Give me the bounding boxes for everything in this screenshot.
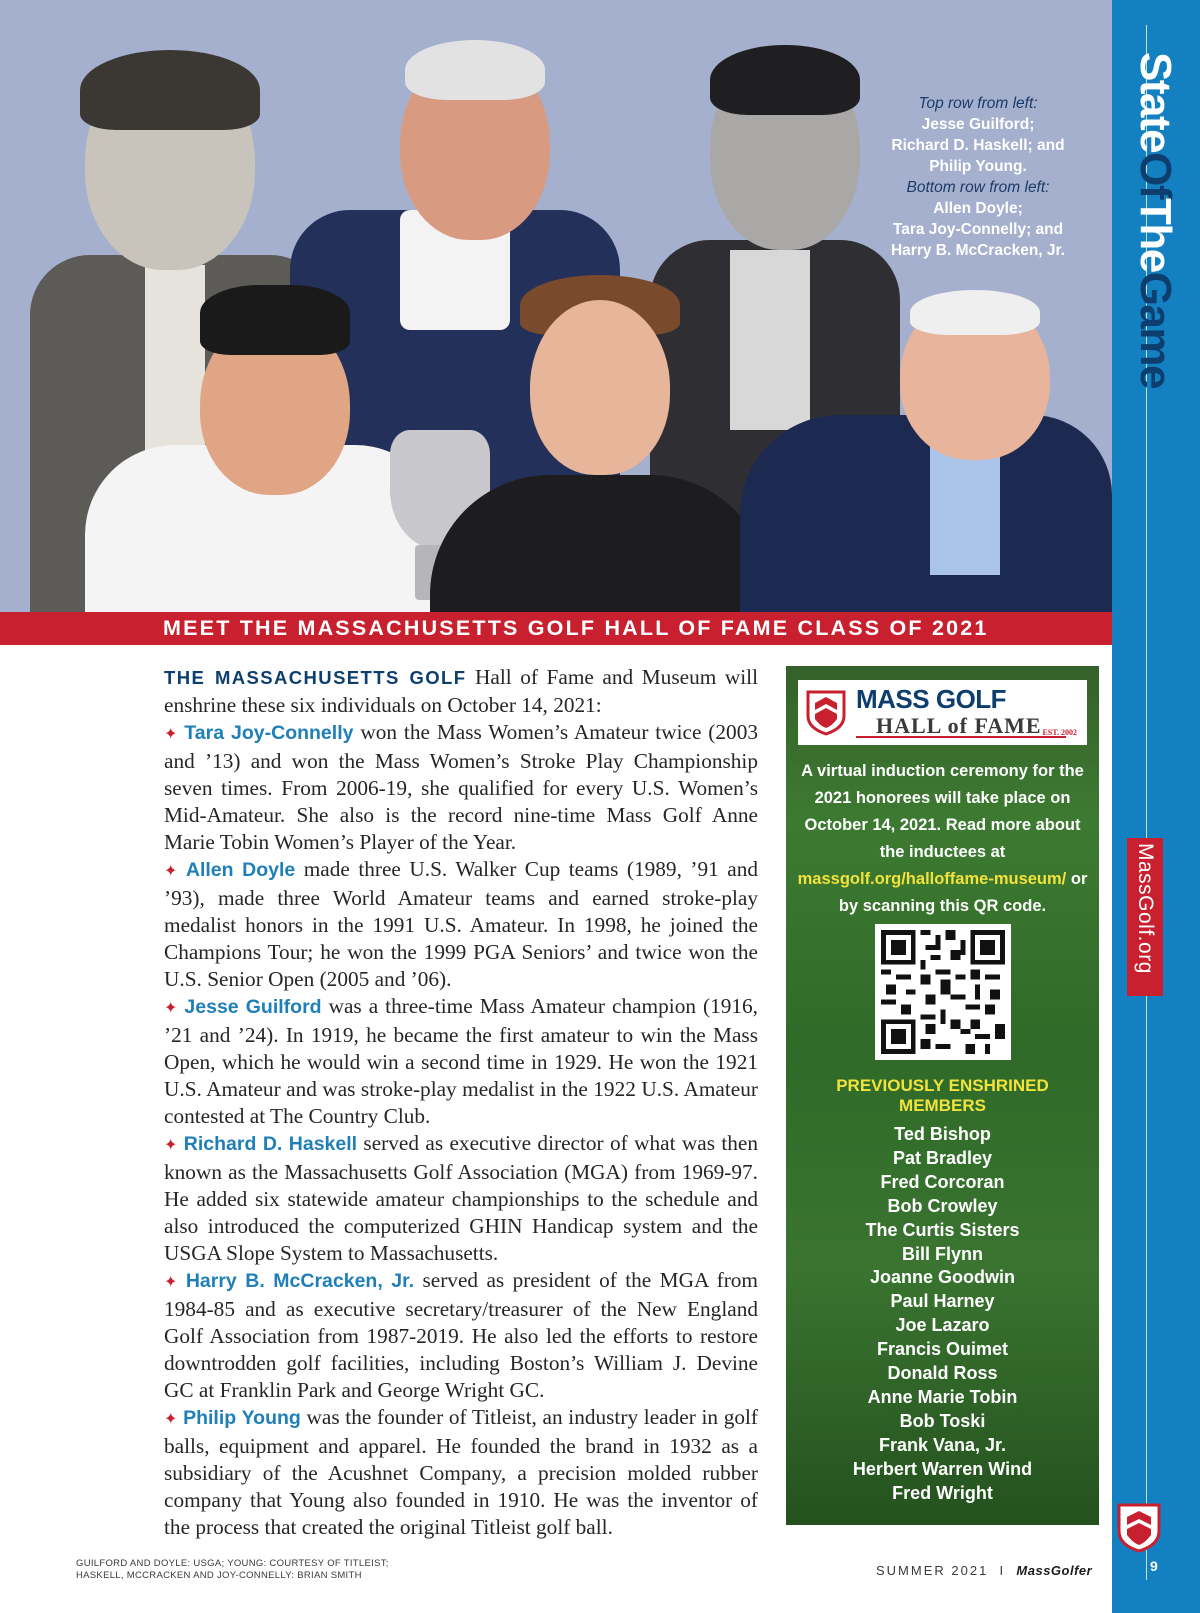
caption-bottom-name: Tara Joy-Connelly; and xyxy=(892,221,1064,238)
hall-of-fame-shield-icon xyxy=(806,690,846,736)
qr-code[interactable] xyxy=(875,924,1011,1060)
bullet-icon: ✦ xyxy=(164,1410,178,1428)
section-title-state-of-the-game xyxy=(1130,52,1180,388)
list-item: Anne Marie Tobin xyxy=(867,1386,1018,1407)
inductee-entry xyxy=(164,719,758,856)
bullet-icon: ✦ xyxy=(164,999,178,1017)
section-title-part: Of xyxy=(1131,152,1180,198)
page-number: 9 xyxy=(1150,1558,1158,1574)
caption-bottom-label: Bottom row from left: xyxy=(906,179,1050,196)
caption-top-name: Jesse Guilford; xyxy=(921,116,1035,133)
footer-separator: I xyxy=(999,1563,1006,1578)
previously-enshrined-list xyxy=(792,1123,1093,1506)
inductee-bio: was a three-time Mass Amateur champion (1916, ’21 and ’24). In 1919, he became the first amateur to win the Mass Open, which he would win a second time in 1929. He won the 1921 U.S. Amateur and was stroke-play medalist in the 1922 U.S. Amateur contested at The Country Club. xyxy=(164,993,759,1128)
caption-bottom-name: Allen Doyle; xyxy=(933,200,1023,217)
promo-tail: or by scanning this QR code. xyxy=(838,870,1088,915)
photo-tara-joy-connelly xyxy=(430,275,770,612)
photo-harry-mccracken xyxy=(720,295,1112,612)
list-item: Pat Bradley xyxy=(892,1147,993,1168)
caption-bottom-name: Harry B. McCracken, Jr. xyxy=(890,242,1066,259)
photo-credits xyxy=(76,1558,389,1582)
bullet-icon: ✦ xyxy=(164,1136,178,1154)
list-item: Bob Crowley xyxy=(887,1195,998,1216)
photo-caption xyxy=(858,93,1098,261)
hall-of-fame-sidebar xyxy=(786,666,1099,1525)
inductee-name: Richard D. Haskell xyxy=(183,1132,358,1155)
magazine-name: MassGolfer xyxy=(1016,1563,1093,1578)
list-item: Fred Corcoran xyxy=(880,1171,1005,1192)
inductee-bio: was the founder of Titleist, an industry leader in golf balls, equipment and apparel. He founded the brand in 1932 as a subsidiary of the Acushnet Company, a precision molded rubber company that Young also founded in 1910. He was the inventor of the process that created the original Titleist golf ball. xyxy=(164,1404,759,1539)
hall-of-fame-logo xyxy=(798,680,1087,745)
logo-established: EST. 2002 xyxy=(1042,728,1077,737)
caption-top-label: Top row from left: xyxy=(918,95,1038,112)
list-item: Bob Toski xyxy=(899,1410,986,1431)
section-title-part: The xyxy=(1131,197,1180,272)
list-item: Fred Wright xyxy=(892,1482,993,1503)
inductee-entry xyxy=(164,993,758,1130)
inductee-name: Allen Doyle xyxy=(185,858,296,881)
inductee-bio: won the Mass Women’s Amateur twice (2003 and ’13) and won the Mass Women’s Stroke Play Championship seven times. From 2006-19, she qualified for every U.S. Women’s Mid-Amateur. She also is the record nine-time Mass Golf Anne Marie Tobin Women’s Player of the Year. xyxy=(164,719,758,854)
inductee-entry xyxy=(164,1404,758,1541)
list-item: The Curtis Sisters xyxy=(865,1219,1020,1240)
inductee-entry xyxy=(164,1130,758,1267)
inductee-name: Jesse Guilford xyxy=(184,995,322,1018)
logo-mass-golf: MASS GOLF xyxy=(856,684,1007,714)
list-item: Ted Bishop xyxy=(894,1124,991,1144)
caption-top-name: Richard D. Haskell; and xyxy=(891,137,1065,154)
bullet-icon: ✦ xyxy=(164,725,178,743)
hall-of-fame-photo-collage xyxy=(0,0,1112,612)
bullet-icon: ✦ xyxy=(164,862,178,880)
caption-top-name: Philip Young. xyxy=(929,158,1027,175)
list-item: Donald Ross xyxy=(887,1363,998,1384)
list-item: Francis Ouimet xyxy=(876,1339,1009,1360)
list-item: Joe Lazaro xyxy=(895,1315,990,1336)
website-url[interactable]: MassGolf.org xyxy=(1134,843,1157,974)
inductee-entry xyxy=(164,856,758,993)
article-body xyxy=(164,664,758,1541)
issue-date: SUMMER 2021 xyxy=(876,1563,989,1578)
virtual-ceremony-promo xyxy=(792,758,1093,920)
article-intro xyxy=(164,664,758,719)
issue-footer xyxy=(876,1563,1092,1578)
section-title-part: State xyxy=(1131,52,1180,153)
list-item: Bill Flynn xyxy=(902,1243,983,1264)
photo-credit-line: GUILFORD AND DOYLE: USGA; YOUNG: COURTESY OF TITLEIST; xyxy=(76,1558,389,1569)
list-item: Herbert Warren Wind xyxy=(852,1458,1033,1479)
qr-code-icon xyxy=(881,930,1005,1054)
inductee-bio: made three U.S. Walker Cup teams (1989, ’91 and ’93), made three World Amateur teams and earned stroke-play medalist honors in the 1991 U.S. Amateur. In 1998, he joined the Champions Tour; he won the 1999 PGA Seniors’ and twice won the U.S. Senior Open (2005 and ’06). xyxy=(164,856,759,991)
inductee-bio: served as executive director of what was then known as the Massachusetts Golf Association (MGA) from 1969-97. He added six statewide amateur championships to the schedule and also introduced the computerized GHIN Handicap system and the USGA Slope System to Massachusetts. xyxy=(164,1130,759,1265)
previously-enshrined-heading: PREVIOUSLY ENSHRINED MEMBERS xyxy=(836,1076,1049,1115)
inductee-name: Tara Joy-Connelly xyxy=(184,721,354,744)
inductee-name: Harry B. McCracken, Jr. xyxy=(185,1269,415,1292)
list-item: Paul Harney xyxy=(890,1291,995,1312)
inductee-bio: served as president of the MGA from 1984-85 and as executive secretary/treasurer of the New England Golf Association from 1987-2019. He also led the efforts to restore downtrodden golf facilities, including Boston’s William J. Devine GC at Franklin Park and George Wright GC. xyxy=(164,1267,758,1402)
inductee-entry xyxy=(164,1267,758,1404)
class-of-2021-banner: MEET THE MASSACHUSETTS GOLF HALL OF FAME CLASS OF 2021 xyxy=(0,612,1112,645)
list-item: Joanne Goodwin xyxy=(869,1267,1015,1288)
logo-hall-of-fame: HALL of FAME xyxy=(876,713,1042,738)
promo-text: A virtual induction ceremony for the 2021 honorees will take place on October 14, 2021. Read more about the inductees at xyxy=(801,762,1084,861)
list-item: Frank Vana, Jr. xyxy=(878,1434,1007,1455)
bullet-icon: ✦ xyxy=(164,1273,178,1291)
article-lead-in: THE MASSACHUSETTS GOLF xyxy=(164,667,467,688)
intro-text: Hall of Fame and Museum will enshrine these six individuals on October 14, 2021: xyxy=(164,665,758,717)
mass-golf-shield-icon xyxy=(1117,1503,1161,1553)
inductee-name: Philip Young xyxy=(183,1406,301,1429)
hall-of-fame-link[interactable]: massgolf.org/halloffame-museum/ xyxy=(797,870,1067,888)
photo-credit-line: HASKELL, MCCRACKEN AND JOY-CONNELLY: BRIAN SMITH xyxy=(76,1570,362,1581)
section-title-part: Game xyxy=(1131,271,1180,389)
